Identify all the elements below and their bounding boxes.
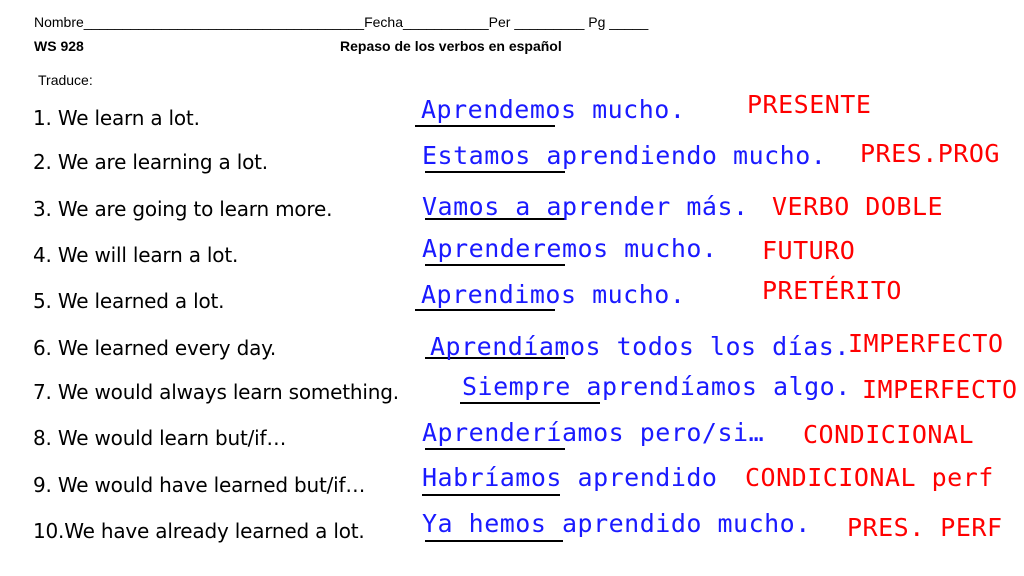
question-5-answer: Aprendimos mucho.: [421, 280, 686, 309]
question-3-prompt: 3. We are going to learn more.: [33, 197, 333, 221]
question-6-prompt: 6. We learned every day.: [33, 336, 277, 360]
worksheet-number: WS 928: [34, 38, 84, 54]
question-4-answer: Aprenderemos mucho.: [422, 234, 718, 263]
question-9-prompt: 9. We would have learned but/if…: [33, 473, 366, 497]
question-9-blank[interactable]: [422, 494, 560, 496]
question-7-prompt: 7. We would always learn something.: [33, 380, 399, 404]
question-9-answer: Habríamos aprendido: [422, 463, 718, 492]
question-8-tense: CONDICIONAL: [803, 420, 975, 449]
question-7-answer: Siempre aprendíamos algo.: [462, 372, 851, 401]
header-name-date-line: Nombre____________________________________Fecha___________Per _________ Pg _____: [34, 14, 649, 30]
question-8-prompt: 8. We would learn but/if…: [33, 426, 287, 450]
question-9-tense: CONDICIONAL perf: [745, 463, 994, 492]
question-6-tense: IMPERFECTO: [848, 329, 1004, 358]
page-title: Repaso de los verbos en español: [340, 38, 562, 54]
question-3-answer: Vamos a aprender más.: [422, 192, 749, 221]
question-2-tense: PRES.PROG: [860, 139, 1000, 168]
question-8-blank[interactable]: [425, 448, 565, 450]
instruction-label: Traduce:: [38, 72, 93, 88]
question-1-answer: Aprendemos mucho.: [421, 95, 686, 124]
question-1-prompt: 1. We learn a lot.: [33, 106, 200, 130]
question-2-blank[interactable]: [425, 171, 565, 173]
question-8-answer: Aprenderíamos pero/si…: [422, 418, 765, 447]
question-5-blank[interactable]: [415, 309, 555, 311]
question-4-blank[interactable]: [425, 264, 565, 266]
question-6-answer: Aprendíamos todos los días.: [430, 332, 850, 361]
question-2-answer: Estamos aprendiendo mucho.: [422, 141, 827, 170]
question-7-blank[interactable]: [460, 402, 600, 404]
question-2-prompt: 2. We are learning a lot.: [33, 150, 268, 174]
question-10-tense: PRES. PERF: [847, 513, 1003, 542]
question-10-answer: Ya hemos aprendido mucho.: [422, 509, 811, 538]
question-10-prompt: 10.We have already learned a lot.: [33, 519, 365, 543]
question-7-tense: IMPERFECTO: [862, 375, 1018, 404]
question-5-prompt: 5. We learned a lot.: [33, 289, 225, 313]
question-10-blank[interactable]: [425, 540, 563, 542]
question-1-tense: PRESENTE: [747, 90, 872, 119]
question-5-tense: PRETÉRITO: [762, 276, 902, 305]
question-1-blank[interactable]: [415, 125, 555, 127]
question-4-prompt: 4. We will learn a lot.: [33, 243, 239, 267]
question-3-tense: VERBO DOBLE: [772, 192, 944, 221]
question-4-tense: FUTURO: [762, 236, 856, 265]
